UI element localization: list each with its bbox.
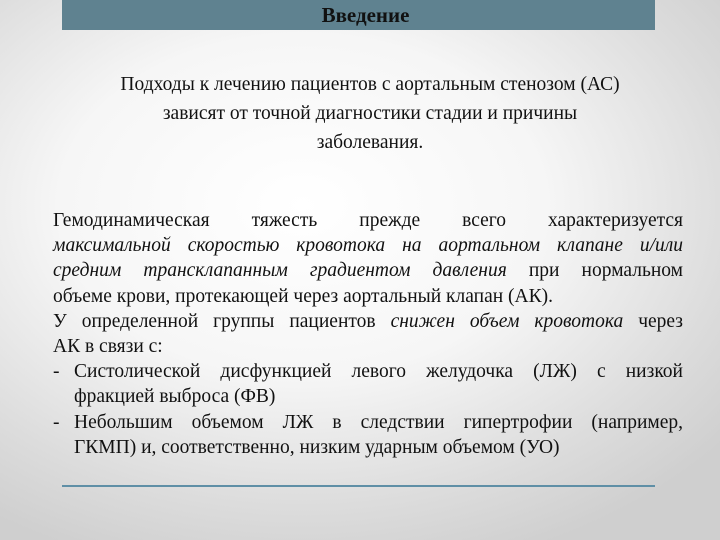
body-text: через (623, 310, 683, 332)
list-dash: - (53, 411, 60, 433)
body-line-3 (53, 258, 683, 283)
body-line-1: Гемодинамическая тяжесть прежде всего характеризуется (53, 210, 683, 231)
intro-line: Подходы к лечению пациентов с аортальным стенозом (АС) (120, 74, 620, 95)
emphasis-text: средним трансклапанным градиентом давления (53, 260, 507, 282)
intro-line: зависят от точной диагностики стадии и причины (162, 103, 578, 124)
body-paragraph (53, 208, 683, 460)
emphasis-text: максимальной скоростью кровотока на аортальном клапане и/или (53, 235, 683, 257)
body-line-4: объеме крови, протекающей через аортальный клапан (АК). (53, 285, 553, 307)
list-dash: - (53, 361, 60, 383)
list-item (53, 359, 683, 384)
intro-paragraph (58, 70, 682, 157)
title-bar (62, 0, 655, 30)
bottom-divider (62, 485, 655, 487)
list-item (53, 410, 683, 435)
intro-line: заболевания. (316, 132, 424, 153)
body-text: при нормальном (506, 260, 684, 282)
body-text: У определенной группы пациентов (53, 310, 391, 332)
list-item-text: Небольшим объемом ЛЖ в следствии гипертрофии (например, (74, 411, 683, 433)
list-item-continuation: фракцией выброса (ФВ) (74, 386, 276, 408)
body-line-2 (53, 233, 683, 258)
body-line-5 (53, 309, 683, 334)
slide-title: Введение (321, 3, 410, 27)
list-item-text: Систолической дисфункцией левого желудочка (ЛЖ) с низкой (74, 361, 683, 383)
body-line-6: АК в связи с: (53, 336, 163, 358)
list-item-continuation: ГКМП) и, соответственно, низким ударным объемом (УО) (74, 436, 560, 458)
emphasis-text: снижен объем кровотока (390, 310, 624, 332)
